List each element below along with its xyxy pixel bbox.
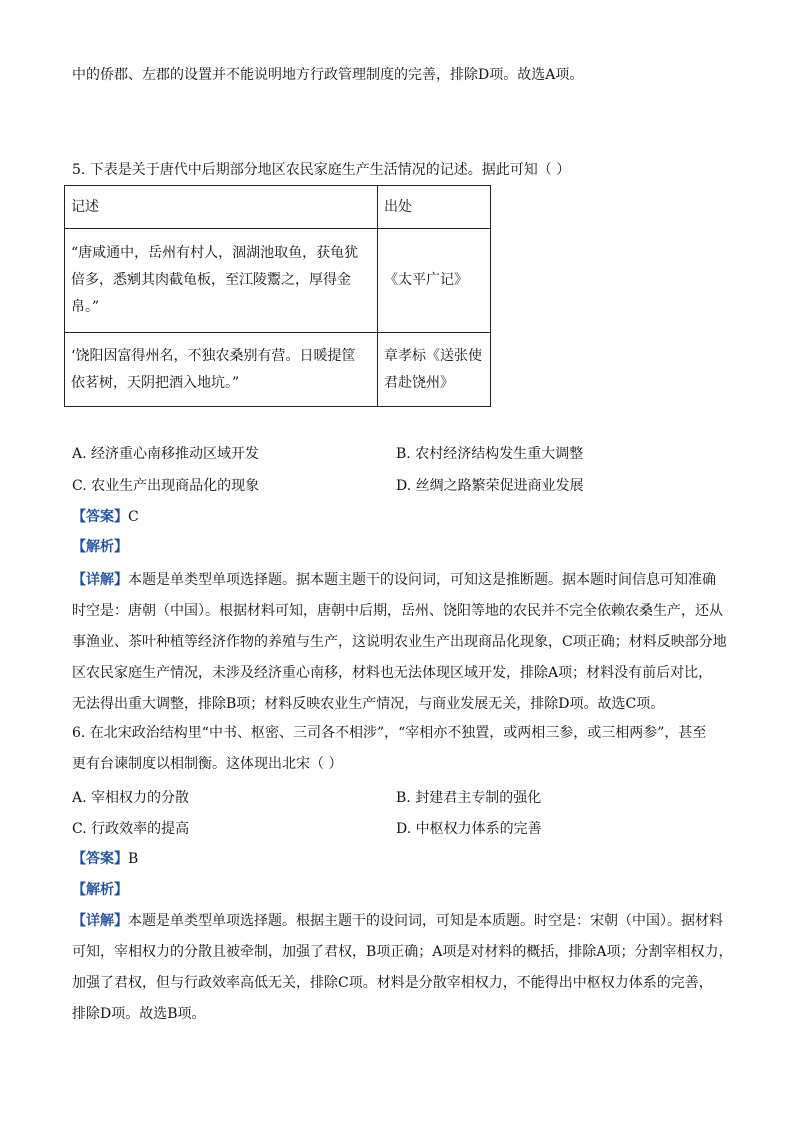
detail-line: 事渔业、茶叶种植等经济作物的养殖与生产，这说明农业生产出现商品化现象，C项正确；材料反映部分地 bbox=[72, 634, 727, 650]
table-cell-record bbox=[65, 229, 378, 333]
q5-detail bbox=[72, 565, 727, 720]
table-header-row bbox=[65, 186, 491, 229]
question-6-stem bbox=[72, 718, 724, 780]
answer-tag: 【答案】 bbox=[72, 509, 128, 525]
source-line: 君赴饶州》 bbox=[384, 374, 454, 391]
answer-tag: 【答案】 bbox=[72, 851, 128, 867]
detail-tag: 【详解】 bbox=[72, 913, 128, 929]
detail-line: 排除D项。故选B项。 bbox=[72, 1006, 206, 1022]
source-line: 《太平广记》 bbox=[384, 272, 468, 288]
q5-analysis-tag bbox=[72, 537, 128, 557]
analysis-tag: 【解析】 bbox=[72, 539, 128, 555]
q6-option-c: C. 行政效率的提高 bbox=[72, 821, 190, 837]
detail-line: 可知，宰相权力的分散且被牵制，加强了君权，B项正确；A项是对材料的概括，排除A项；分割宰相权力， bbox=[72, 944, 733, 960]
detail-line: 无法得出重大调整，排除B项；材料反映农业生产情况，与商业发展无关，排除D项。故选C项。 bbox=[72, 696, 665, 712]
records-table bbox=[64, 185, 491, 407]
detail-tag: 【详解】 bbox=[72, 572, 128, 588]
table-cell-source bbox=[378, 333, 491, 407]
table-row bbox=[65, 229, 491, 333]
q5-option-d: D. 丝绸之路繁荣促进商业发展 bbox=[396, 478, 584, 494]
record-line: ‘饶阳因富得州名，不独农桑别有营。日暖提筐 bbox=[71, 347, 356, 364]
q5-option-b: B. 农村经济结构发生重大调整 bbox=[396, 446, 584, 462]
record-line: 帛。” bbox=[71, 299, 100, 315]
q6-option-b: B. 封建君主专制的强化 bbox=[396, 790, 542, 806]
q6-answer bbox=[72, 849, 138, 869]
record-line: “唐咸通中，岳州有村人，涸湖池取鱼，获龟犹 bbox=[71, 245, 359, 261]
answer-value: C bbox=[128, 509, 139, 525]
detail-line: 加强了君权，但与行政效率高低无关，排除C项。材料是分散宰相权力，不能得出中枢权力体系的完善， bbox=[72, 975, 713, 991]
table-cell-source bbox=[378, 229, 491, 333]
question-5-stem: 5. 下表是关于唐代中后期部分地区农民家庭生产生活情况的记述。据此可知（ ） bbox=[72, 162, 571, 178]
table-cell-record bbox=[65, 333, 378, 407]
detail-line bbox=[72, 906, 724, 937]
analysis-tag: 【解析】 bbox=[72, 882, 128, 898]
table-header-source: 出处 bbox=[378, 186, 491, 229]
stem-line: 更有台谏制度以相制衡。这体现出北宋（ ） bbox=[72, 756, 343, 772]
q5-option-c: C. 农业生产出现商品化的现象 bbox=[72, 478, 260, 494]
record-line: 倍多，悉剜其肉截龟板，至江陵鬻之，厚得金 bbox=[71, 272, 351, 288]
record-line: 依茗树，天阴把酒入地坑。” bbox=[71, 374, 240, 391]
q6-detail bbox=[72, 906, 733, 1030]
source-line: 章孝标《送张使 bbox=[384, 347, 482, 364]
detail-text: 本题是单类型单项选择题。据本题主题干的设问词，可知这是推断题。据本题时间信息可知准确 bbox=[128, 572, 716, 588]
stem-line: 6. 在北宋政治结构里“中书、枢密、三司各不相涉”，“宰相亦不独置，或两相三参，或三相两参”，甚至 bbox=[72, 725, 707, 741]
q5-answer bbox=[72, 507, 139, 527]
detail-line: 时空是：唐朝（中国）。根据材料可知，唐朝中后期，岳州、饶阳等地的农民并不完全依赖农桑生产，还从 bbox=[72, 603, 723, 619]
detail-line bbox=[72, 565, 724, 596]
answer-value: B bbox=[128, 851, 139, 867]
q6-option-d: D. 中枢权力体系的完善 bbox=[396, 821, 542, 837]
table-header-record: 记述 bbox=[65, 186, 378, 229]
previous-explanation-tail: 中的侨郡、左郡的设置并不能说明地方行政管理制度的完善，排除D项。故选A项。 bbox=[72, 67, 584, 83]
table-row bbox=[65, 333, 491, 407]
q5-option-a: A. 经济重心南移推动区域开发 bbox=[72, 446, 260, 462]
detail-text: 本题是单类型单项选择题。根据主题干的设问词，可知是本质题。时空是：宋朝（中国）。据材料 bbox=[128, 913, 723, 929]
q6-option-a: A. 宰相权力的分散 bbox=[72, 790, 190, 806]
q6-analysis-tag bbox=[72, 880, 128, 900]
detail-line: 区农民家庭生产情况，未涉及经济重心南移，材料也无法体现区域开发，排除A项；材料没有前后对比， bbox=[72, 665, 713, 681]
